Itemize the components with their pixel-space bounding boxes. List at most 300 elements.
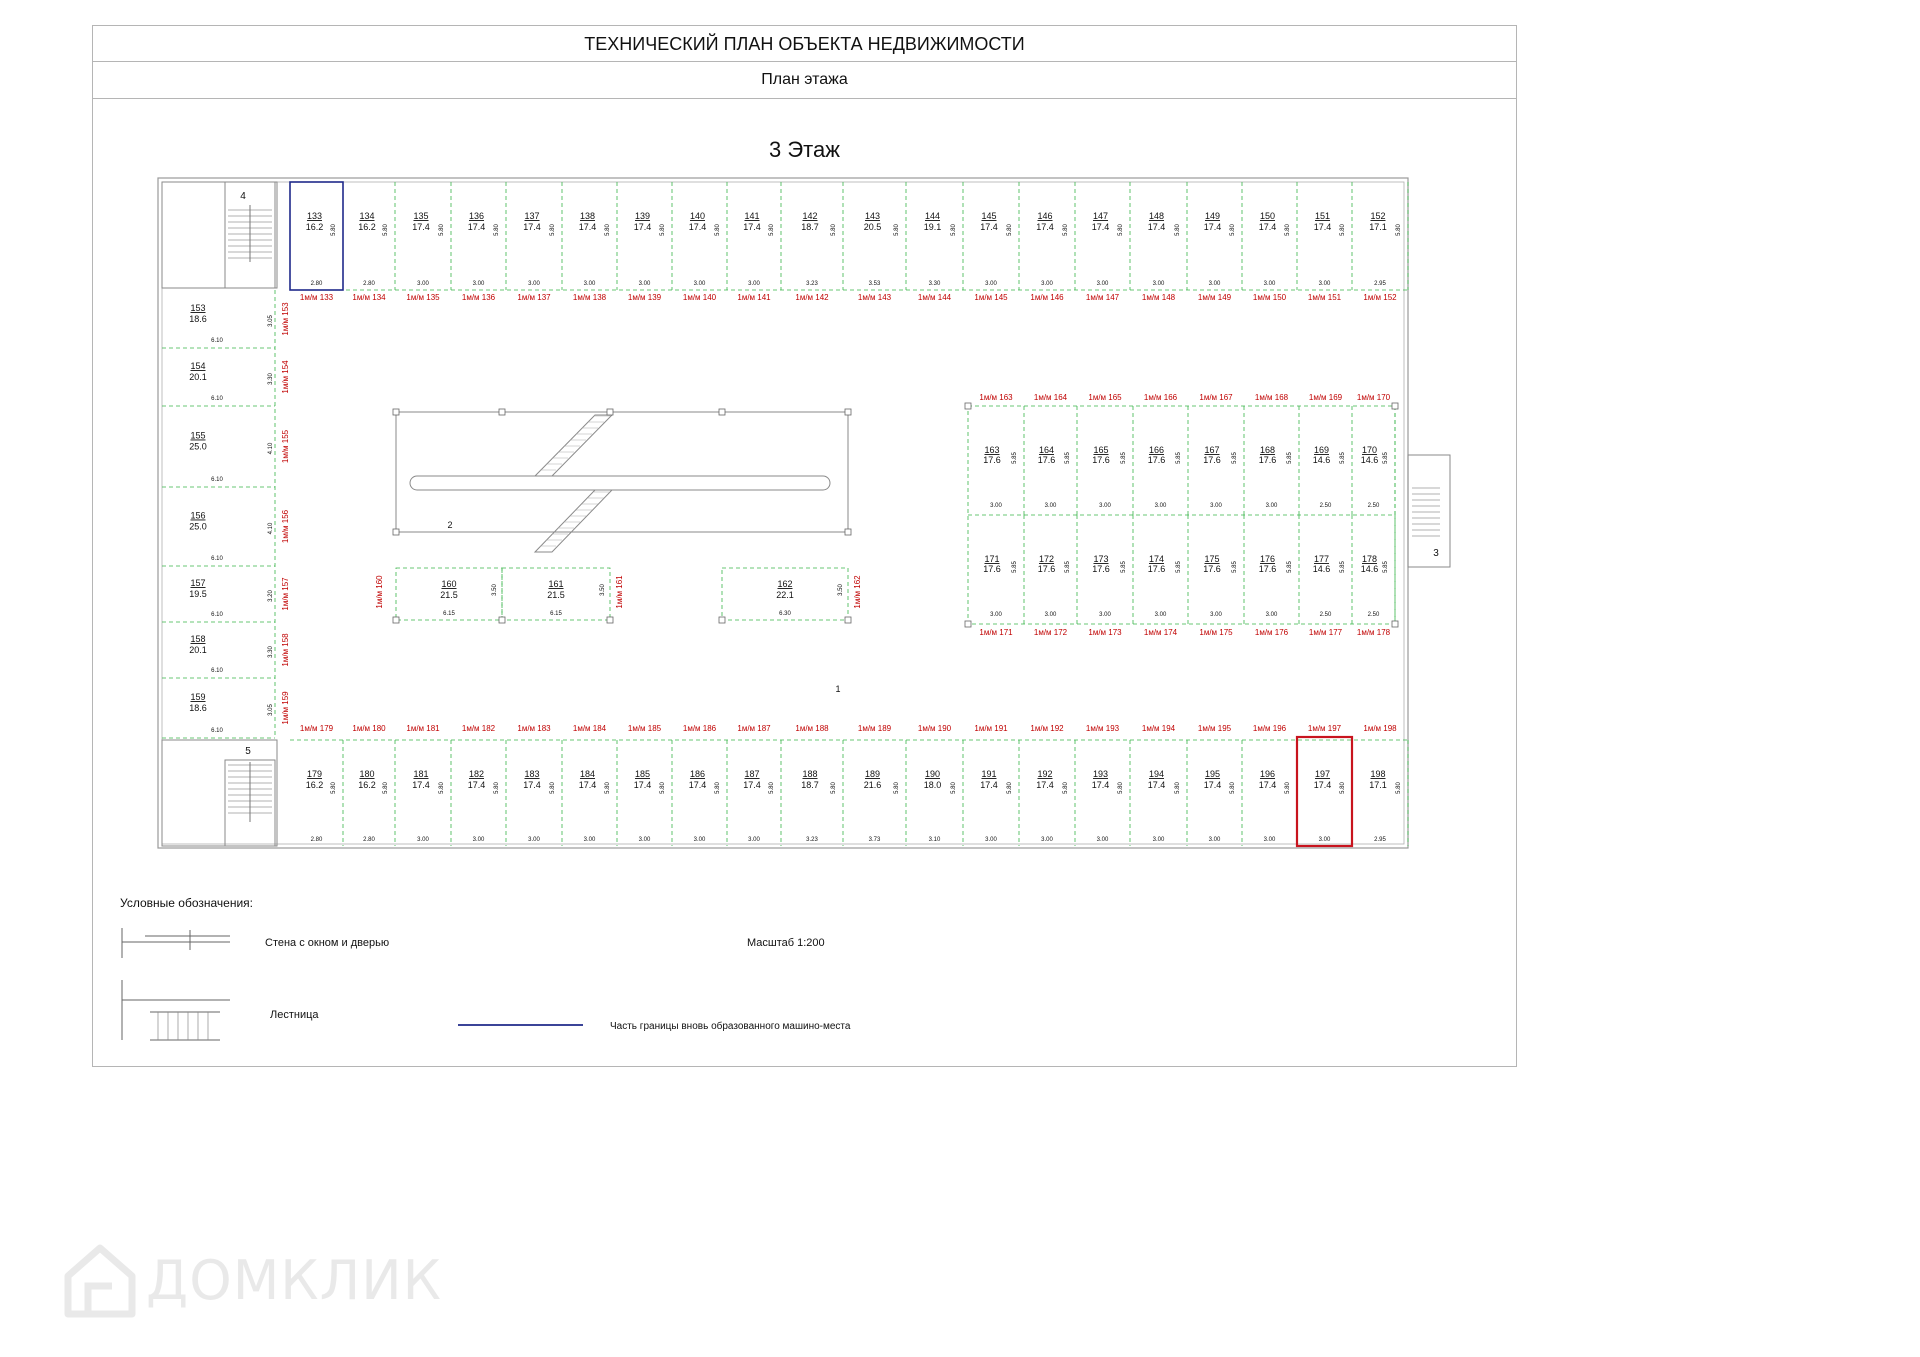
space-width: 3.00	[1265, 612, 1278, 618]
space-width: 3.00	[638, 837, 651, 843]
space-width: 3.00	[1041, 837, 1053, 843]
space-tag: 1м/м 173	[1088, 628, 1122, 637]
space-depth: 5.80	[1230, 782, 1236, 794]
space-number: 166	[1148, 445, 1165, 455]
scale-label: Масштаб 1:200	[747, 937, 825, 949]
space-depth: 5.80	[550, 224, 556, 236]
space-tag: 1м/м 193	[1085, 724, 1120, 733]
space-width: 3.00	[1099, 503, 1111, 509]
space-width: 3.00	[990, 503, 1002, 509]
space-number: 142	[802, 211, 818, 221]
space-depth: 5.85	[1232, 452, 1238, 464]
stair-block-bottom-left	[162, 740, 277, 846]
space-area: 17.4	[688, 222, 707, 232]
space-area: 14.6	[1360, 564, 1379, 574]
space-depth: 5.85	[1065, 452, 1071, 464]
column-post	[1392, 621, 1398, 627]
space-number: 186	[689, 769, 706, 779]
space-tag: 1м/м 177	[1308, 628, 1343, 637]
space-number: 192	[1037, 769, 1053, 779]
space-area: 18.0	[923, 780, 942, 790]
space-area: 16.2	[358, 780, 376, 790]
space-tag: 1м/м 156	[281, 509, 290, 544]
space-area: 17.6	[1147, 564, 1166, 574]
space-width: 3.00	[1263, 837, 1276, 843]
space-width: 6.10	[211, 612, 223, 618]
column-post	[393, 617, 399, 623]
space-number: 155	[190, 430, 206, 441]
space-width: 3.00	[985, 281, 997, 287]
space-number: 183	[524, 769, 540, 779]
space-width: 3.00	[1044, 612, 1057, 618]
space-tag: 1м/м 141	[737, 293, 771, 302]
space-width: 2.80	[363, 281, 375, 287]
space-number: 156	[190, 510, 206, 521]
column-post	[845, 529, 851, 535]
space-area: 17.6	[1037, 455, 1056, 465]
watermark-text: ДОМКЛИК	[146, 1248, 442, 1312]
space-number: 178	[1361, 554, 1378, 564]
space-number: 196	[1259, 769, 1276, 779]
wall-legend-symbol	[122, 928, 230, 958]
space-depth: 5.80	[1285, 224, 1291, 236]
space-width: 3.00	[1265, 503, 1278, 509]
space-area: 20.1	[189, 372, 207, 382]
space-area: 17.6	[1258, 455, 1277, 465]
space-depth: 4.10	[268, 442, 274, 455]
space-area: 17.4	[1091, 780, 1110, 790]
column-post	[845, 617, 851, 623]
space-width: 3.00	[748, 281, 760, 287]
space-number: 144	[924, 211, 941, 221]
room-label-1: 1	[835, 684, 841, 694]
space-area: 17.4	[1147, 222, 1166, 232]
space-width: 3.00	[1041, 281, 1053, 287]
space-tag: 1м/м 157	[281, 577, 290, 611]
space-tag: 1м/м 143	[857, 293, 892, 302]
house-logo-icon	[60, 1240, 140, 1320]
space-width: 3.00	[985, 837, 997, 843]
space-number: 154	[190, 361, 206, 371]
stair-block-top-left	[162, 182, 277, 288]
space-width: 3.00	[583, 837, 596, 843]
space-number: 174	[1148, 554, 1165, 564]
space-width: 2.50	[1319, 503, 1332, 509]
space-depth: 5.80	[715, 224, 721, 236]
space-area: 16.2	[305, 780, 324, 790]
space-depth: 5.80	[1340, 782, 1346, 794]
legend-wall-label: Стена с окном и дверью	[265, 937, 390, 949]
ramp-up	[535, 415, 612, 476]
space-depth: 5.80	[951, 782, 957, 794]
space-width: 6.10	[211, 338, 223, 344]
space-tag: 1м/м 180	[352, 724, 386, 733]
space-tag: 1м/м 155	[281, 429, 290, 464]
watermark	[60, 1240, 442, 1320]
space-depth: 5.80	[605, 224, 611, 236]
space-number: 188	[802, 769, 818, 779]
space-depth: 3.50	[492, 584, 498, 596]
space-width: 3.00	[638, 281, 651, 287]
space-width: 3.00	[1318, 281, 1331, 287]
space-tag: 1м/м 146	[1030, 293, 1064, 302]
space-number: 193	[1092, 769, 1109, 779]
space-depth: 5.85	[1012, 561, 1018, 573]
space-area: 17.4	[1313, 222, 1332, 232]
room-label-5: 5	[245, 746, 251, 757]
column-post	[719, 617, 725, 623]
space-depth: 5.80	[894, 782, 900, 794]
space-number: 140	[689, 211, 706, 221]
space-area: 16.2	[358, 222, 376, 232]
space-area: 20.5	[863, 222, 882, 232]
space-depth: 5.80	[1007, 782, 1013, 794]
space-tag: 1м/м 186	[682, 724, 717, 733]
space-area: 17.6	[1037, 564, 1056, 574]
space-tag: 1м/м 133	[299, 293, 334, 302]
ramp-frame	[396, 412, 848, 532]
space-number: 198	[1370, 769, 1386, 779]
space-area: 18.6	[189, 314, 207, 324]
space-area: 17.1	[1369, 222, 1387, 232]
space-area: 17.4	[980, 780, 998, 790]
space-number: 152	[1370, 211, 1386, 221]
space-tag: 1м/м 148	[1141, 293, 1176, 302]
space-number: 157	[190, 578, 206, 588]
space-area: 17.4	[578, 780, 597, 790]
space-tag: 1м/м 164	[1033, 393, 1068, 402]
space-depth: 3.05	[268, 315, 274, 327]
space-depth: 3.05	[268, 704, 274, 716]
space-depth: 5.80	[439, 224, 445, 236]
space-depth: 5.80	[331, 224, 337, 236]
space-depth: 3.50	[600, 584, 606, 596]
space-area: 22.1	[776, 590, 794, 600]
space-tag: 1м/м 149	[1197, 293, 1232, 302]
space-tag: 1м/м 167	[1199, 393, 1233, 402]
space-area: 17.4	[578, 222, 597, 232]
space-area: 17.4	[1091, 222, 1110, 232]
space-area: 17.6	[1092, 564, 1110, 574]
space-number: 137	[524, 211, 540, 221]
space-area: 17.4	[523, 222, 541, 232]
space-area: 21.5	[547, 590, 565, 600]
space-tag: 1м/м 150	[1252, 293, 1287, 302]
space-area: 17.4	[1036, 222, 1054, 232]
space-area: 17.4	[412, 222, 430, 232]
space-tag: 1м/м 169	[1308, 393, 1343, 402]
space-area: 17.1	[1369, 780, 1387, 790]
space-width: 6.10	[211, 728, 223, 734]
space-number: 169	[1313, 445, 1330, 455]
space-width: 3.00	[417, 281, 429, 287]
space-width: 3.00	[1096, 837, 1109, 843]
space-tag: 1м/м 185	[627, 724, 662, 733]
space-tag: 1м/м 158	[281, 633, 290, 667]
space-number: 171	[984, 554, 1000, 564]
column-post	[1392, 403, 1398, 409]
space-tag: 1м/м 195	[1197, 724, 1232, 733]
space-width: 3.10	[928, 837, 941, 843]
legend-stair-label: Лестница	[270, 1009, 319, 1021]
space-depth: 3.30	[268, 373, 274, 385]
column-post	[393, 529, 399, 535]
space-area: 17.6	[983, 564, 1001, 574]
space-tag: 1м/м 145	[974, 293, 1008, 302]
space-area: 17.4	[1147, 780, 1166, 790]
space-width: 6.30	[779, 611, 791, 617]
space-depth: 5.80	[1230, 224, 1236, 236]
space-width: 3.00	[417, 837, 429, 843]
space-width: 3.00	[693, 281, 706, 287]
space-depth: 5.80	[831, 224, 837, 236]
space-depth: 3.20	[268, 590, 274, 602]
space-tag: 1м/м 159	[281, 691, 290, 725]
space-depth: 5.85	[1383, 452, 1389, 464]
space-tag: 1м/м 134	[352, 293, 386, 302]
space-number: 161	[548, 579, 564, 589]
space-depth: 5.80	[769, 224, 775, 236]
space-depth: 5.80	[494, 224, 500, 236]
space-tag: 1м/м 140	[682, 293, 717, 302]
space-number: 143	[864, 211, 881, 221]
space-depth: 5.80	[1118, 782, 1124, 794]
space-area: 17.6	[1258, 564, 1277, 574]
space-tag: 1м/м 153	[281, 302, 290, 336]
space-number: 191	[981, 769, 997, 779]
space-depth: 5.80	[331, 782, 337, 794]
space-tag: 1м/м 142	[795, 293, 829, 302]
space-area: 17.4	[688, 780, 707, 790]
space-tag: 1м/м 181	[406, 724, 440, 733]
space-area: 21.6	[863, 780, 882, 790]
space-tag: 1м/м 135	[406, 293, 440, 302]
space-number: 170	[1361, 445, 1378, 455]
space-number: 133	[306, 211, 323, 221]
space-depth: 5.85	[1176, 561, 1182, 573]
space-tag: 1м/м 187	[737, 724, 771, 733]
space-tag: 1м/м 139	[627, 293, 662, 302]
space-tag: 1м/м 176	[1254, 628, 1289, 637]
space-width: 2.50	[1319, 612, 1332, 618]
space-area: 17.4	[633, 780, 652, 790]
space-tag: 1м/м 154	[281, 360, 290, 394]
space-depth: 5.80	[1175, 782, 1181, 794]
legend-heading: Условные обозначения:	[120, 896, 253, 910]
space-depth: 5.80	[894, 224, 900, 236]
space-area: 25.0	[189, 441, 207, 452]
space-area: 17.4	[743, 222, 761, 232]
space-depth: 5.80	[660, 782, 666, 794]
space-depth: 5.85	[1340, 452, 1346, 464]
space-tag: 1м/м 189	[857, 724, 892, 733]
space-tag: 1м/м 170	[1356, 393, 1391, 402]
space-number: 159	[190, 692, 206, 702]
space-depth: 5.80	[660, 224, 666, 236]
space-depth: 5.85	[1176, 452, 1182, 464]
column-post	[607, 617, 613, 623]
space-number: 146	[1037, 211, 1053, 221]
space-area: 19.5	[189, 589, 207, 599]
space-area: 21.5	[440, 590, 458, 600]
space-tag: 1м/м 175	[1199, 628, 1233, 637]
space-number: 176	[1259, 554, 1276, 564]
space-tag: 1м/м 144	[917, 293, 952, 302]
space-area: 17.4	[1036, 780, 1054, 790]
space-area: 20.1	[189, 645, 207, 655]
space-number: 179	[306, 769, 323, 779]
space-number: 147	[1092, 211, 1109, 221]
space-tag: 1м/м 198	[1363, 724, 1397, 733]
space-area: 17.4	[980, 222, 998, 232]
space-tag: 1м/м 136	[461, 293, 496, 302]
space-tag: 1м/м 171	[979, 628, 1013, 637]
space-depth: 5.85	[1121, 452, 1127, 464]
space-number: 167	[1204, 445, 1220, 455]
space-width: 2.95	[1374, 281, 1386, 287]
space-area: 14.6	[1312, 455, 1331, 465]
space-number: 162	[777, 579, 793, 589]
ramp-lane	[410, 476, 830, 490]
space-number: 138	[579, 211, 596, 221]
space-depth: 5.80	[1063, 224, 1069, 236]
space-depth: 5.80	[1396, 782, 1402, 794]
space-tag: 1м/м 196	[1252, 724, 1287, 733]
space-number: 187	[744, 769, 760, 779]
space-area: 16.2	[305, 222, 324, 232]
space-depth: 5.80	[769, 782, 775, 794]
space-width: 6.10	[211, 556, 223, 562]
space-area: 17.4	[412, 780, 430, 790]
space-number: 153	[190, 303, 206, 313]
space-width: 3.53	[868, 281, 881, 287]
space-area: 14.6	[1312, 564, 1331, 574]
space-number: 185	[634, 769, 651, 779]
space-number: 139	[634, 211, 651, 221]
space-width: 2.50	[1367, 612, 1380, 618]
space-area: 25.0	[189, 521, 207, 532]
space-depth: 5.80	[715, 782, 721, 794]
space-area: 17.4	[743, 780, 761, 790]
space-tag: 1м/м 160	[375, 575, 384, 609]
space-width: 2.95	[1374, 837, 1386, 843]
space-number: 160	[441, 579, 457, 589]
space-number: 141	[744, 211, 760, 221]
space-area: 14.6	[1360, 455, 1379, 465]
building-outer-wall	[158, 178, 1408, 848]
space-number: 181	[413, 769, 429, 779]
space-depth: 5.85	[1383, 561, 1389, 573]
space-number: 180	[359, 769, 375, 779]
space-number: 195	[1204, 769, 1221, 779]
space-area: 17.6	[1203, 564, 1221, 574]
legend-boundary-label: Часть границы вновь образованного машино-места	[610, 1021, 851, 1032]
space-number: 165	[1093, 445, 1109, 455]
space-tag: 1м/м 168	[1254, 393, 1289, 402]
column-post	[499, 409, 505, 415]
space-depth: 5.80	[1175, 224, 1181, 236]
space-depth: 5.85	[1287, 561, 1293, 573]
space-depth: 4.10	[268, 522, 274, 535]
space-number: 151	[1314, 211, 1331, 221]
space-number: 168	[1259, 445, 1276, 455]
space-number: 184	[579, 769, 596, 779]
space-area: 17.6	[983, 455, 1001, 465]
space-depth: 5.85	[1287, 452, 1293, 464]
space-width: 3.73	[868, 837, 881, 843]
space-area: 17.4	[1258, 222, 1277, 232]
space-number: 175	[1204, 554, 1220, 564]
document-subtitle: План этажа	[93, 61, 1516, 99]
space-depth: 5.80	[383, 782, 389, 794]
space-width: 3.00	[990, 612, 1002, 618]
space-width: 6.10	[211, 396, 223, 402]
space-area: 17.6	[1203, 455, 1221, 465]
space-width: 3.00	[1099, 612, 1111, 618]
space-number: 135	[413, 211, 429, 221]
space-tag: 1м/м 197	[1307, 724, 1342, 733]
space-depth: 5.80	[1118, 224, 1124, 236]
space-tag: 1м/м 182	[461, 724, 496, 733]
space-depth: 3.30	[268, 646, 274, 658]
space-area: 17.6	[1092, 455, 1110, 465]
space-tag: 1м/м 151	[1307, 293, 1342, 302]
space-number: 158	[190, 634, 206, 644]
space-width: 2.80	[310, 837, 323, 843]
space-tag: 1м/м 166	[1143, 393, 1178, 402]
space-area: 17.4	[1203, 780, 1222, 790]
space-width: 3.00	[693, 837, 706, 843]
space-tag: 1м/м 188	[795, 724, 829, 733]
space-depth: 5.80	[383, 224, 389, 236]
space-depth: 5.80	[1340, 224, 1346, 236]
space-tag: 1м/м 192	[1030, 724, 1064, 733]
room-label-4: 4	[240, 191, 246, 202]
space-tag: 1м/м 183	[517, 724, 551, 733]
space-depth: 5.80	[1285, 782, 1291, 794]
space-number: 190	[924, 769, 941, 779]
space-tag: 1м/м 138	[572, 293, 607, 302]
space-width: 3.00	[1263, 281, 1276, 287]
space-depth: 3.50	[838, 584, 844, 596]
stair-legend-symbol	[122, 980, 230, 1040]
room-label-3: 3	[1433, 548, 1439, 559]
space-area: 18.6	[189, 703, 207, 713]
ramp-down	[535, 490, 612, 552]
column-post	[965, 403, 971, 409]
space-number: 149	[1204, 211, 1221, 221]
space-depth: 5.80	[831, 782, 837, 794]
space-number: 172	[1038, 554, 1055, 564]
space-width: 3.00	[1210, 503, 1222, 509]
space-tag: 1м/м 165	[1088, 393, 1122, 402]
space-width: 3.00	[1152, 281, 1165, 287]
space-width: 6.10	[211, 668, 223, 674]
stair-block-right	[1408, 455, 1450, 567]
space-tag: 1м/м 174	[1143, 628, 1178, 637]
space-width: 2.80	[310, 281, 323, 287]
space-width: 6.10	[211, 477, 223, 483]
space-number: 173	[1093, 554, 1109, 564]
space-number: 136	[468, 211, 485, 221]
document-title: ТЕХНИЧЕСКИЙ ПЛАН ОБЪЕКТА НЕДВИЖИМОСТИ	[93, 25, 1516, 62]
space-width: 2.50	[1367, 503, 1380, 509]
space-number: 163	[984, 445, 1000, 455]
space-number: 177	[1313, 554, 1330, 564]
space-depth: 5.80	[1007, 224, 1013, 236]
space-width: 6.15	[550, 611, 562, 617]
space-depth: 5.80	[951, 224, 957, 236]
